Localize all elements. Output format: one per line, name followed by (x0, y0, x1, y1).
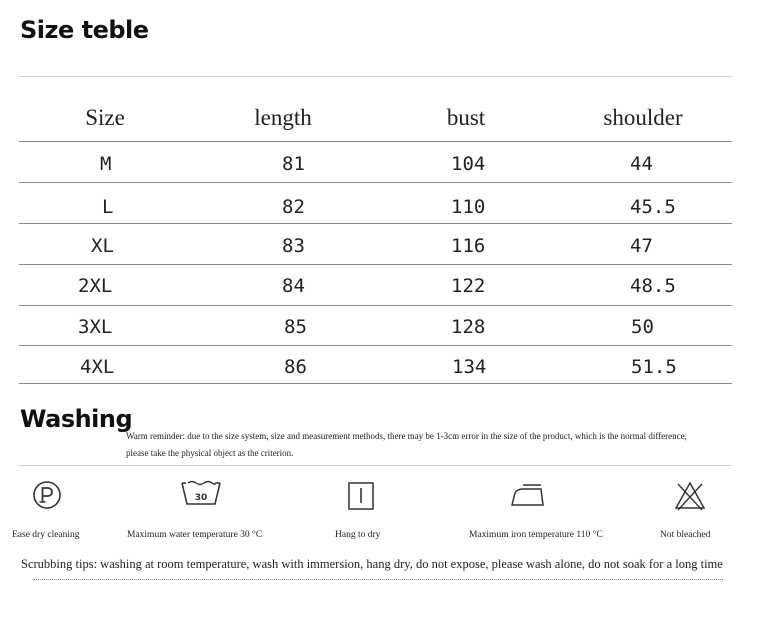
dry-clean-p-icon (32, 480, 62, 510)
wash-tub-30-icon (180, 478, 222, 508)
cell-length: 82 (282, 196, 305, 218)
row-divider (19, 141, 732, 142)
row-divider (19, 345, 732, 346)
row-divider (19, 383, 732, 384)
cell-shoulder: 48.5 (630, 275, 676, 297)
warm-reminder-line2: please take the physical object as the criterion. (126, 448, 294, 458)
warm-reminder-line1: Warm reminder: due to the size system, size and measurement methods, there may be 1-3cm error in the size of the product, which is the normal difference, (126, 431, 687, 441)
scrubbing-tips: Scrubbing tips: washing at room temperature, wash with immersion, hang dry, do not expose, please wash alone, do not soak for a long time (21, 557, 723, 571)
header-length: length (254, 105, 312, 130)
cell-length: 84 (282, 275, 305, 297)
cell-bust: 116 (451, 235, 486, 257)
washing-divider (19, 465, 732, 466)
cell-bust: 122 (451, 275, 486, 297)
size-table-title: Size teble (20, 16, 149, 44)
cell-shoulder: 50 (631, 316, 654, 338)
cell-length: 81 (282, 153, 305, 175)
cell-shoulder: 45.5 (630, 196, 676, 218)
tips-dotted-divider (33, 579, 723, 580)
header-shoulder: shoulder (603, 105, 683, 130)
row-divider (19, 182, 732, 183)
iron-icon (509, 481, 547, 509)
dry-clean-caption: Ease dry cleaning (12, 530, 80, 540)
row-divider (19, 305, 732, 306)
cell-length: 85 (284, 316, 307, 338)
hang-dry-caption: Hang to dry (335, 530, 381, 540)
cell-size: 4XL (80, 356, 115, 378)
cell-shoulder: 51.5 (631, 356, 677, 378)
cell-shoulder: 47 (630, 235, 653, 257)
cell-length: 83 (282, 235, 305, 257)
cell-size: M (100, 153, 112, 175)
row-divider (19, 223, 732, 224)
header-size: Size (85, 105, 125, 130)
title-divider (19, 76, 732, 77)
cell-bust: 104 (451, 153, 486, 175)
cell-bust: 134 (452, 356, 487, 378)
washing-title: Washing (20, 405, 133, 433)
wash-temp-caption: Maximum water temperature 30 °C (127, 530, 263, 540)
cell-size: 2XL (78, 275, 113, 297)
cell-size: XL (91, 235, 114, 257)
no-bleach-caption: Not bleached (660, 530, 711, 540)
row-divider (19, 264, 732, 265)
cell-length: 86 (284, 356, 307, 378)
cell-shoulder: 44 (630, 153, 653, 175)
iron-temp-caption: Maximum iron temperature 110 °C (469, 530, 603, 540)
cell-bust: 128 (451, 316, 486, 338)
no-bleach-icon (673, 480, 707, 512)
wash-temp-text: 30 (194, 493, 208, 503)
hang-dry-icon (347, 481, 375, 511)
cell-bust: 110 (451, 196, 486, 218)
cell-size: L (102, 196, 114, 218)
cell-size: 3XL (78, 316, 113, 338)
header-bust: bust (446, 105, 486, 130)
